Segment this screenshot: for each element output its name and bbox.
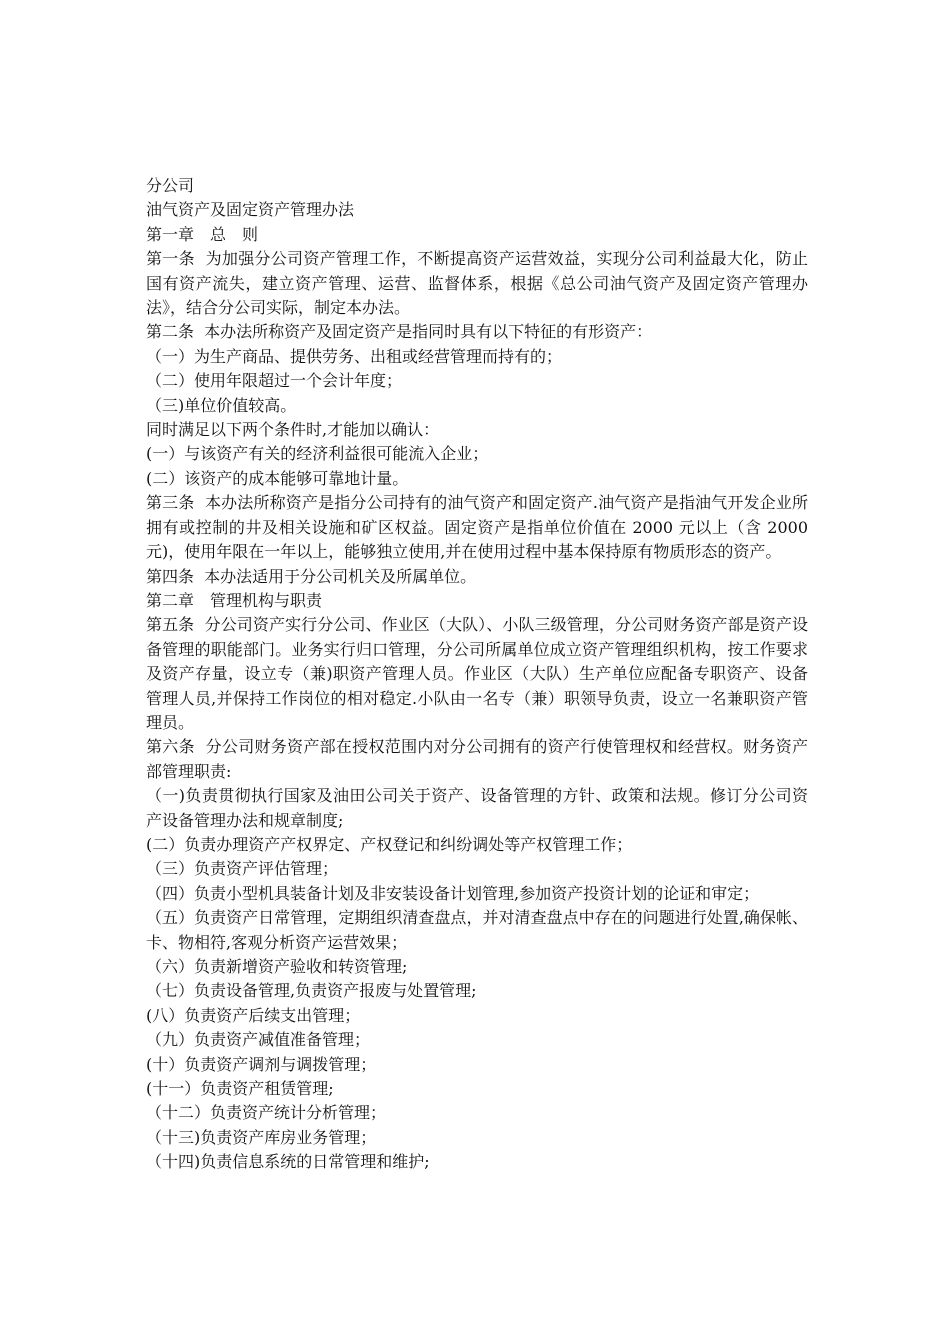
article-2-item-1: （一）为生产商品、提供劳务、出租或经营管理而持有的； — [146, 346, 563, 366]
duty-11: (十一）负责资产租赁管理; — [146, 1079, 334, 1099]
recognition-conditions: 同时满足以下两个条件时,才能加以确认： — [146, 420, 440, 440]
article-2-item-2: （二）使用年限超过一个会计年度； — [146, 371, 403, 391]
article-2-item-3: （三)单位价值较高。 — [146, 395, 297, 415]
article-5: 第五条 分公司资产实行分公司、作业区（大队）、小队三级管理，分公司财务资产部是资产设备管理的职能部门。业务实行归口管理，分公司所属单位成立资产管理组织机构，按工作要求及资产存量，设立专（兼)职资产管理人员。作业区（大队）生产单位应配备专职资产、设备管理人员,并保持工作岗位的相对稳定.小队由一名专（兼）职领导负责，设立一名兼职资产管理员。 — [146, 615, 808, 732]
duty-10: (十）负责资产调剂与调拨管理； — [146, 1054, 377, 1074]
chapter-2-heading: 第二章 管理机构与职责 — [146, 590, 323, 610]
condition-1: (一）与该资产有关的经济利益很可能流入企业； — [146, 444, 489, 464]
duty-2: (二）负责办理资产产权界定、产权登记和纠纷调处等产权管理工作； — [146, 834, 633, 854]
duty-7: （七）负责设备管理,负责资产报废与处置管理; — [146, 981, 477, 1001]
duty-13: （十三)负责资产库房业务管理； — [146, 1127, 377, 1147]
document-body — [146, 174, 814, 1175]
duty-8: (八）负责资产后续支出管理； — [146, 1005, 361, 1025]
duty-14: （十四)负责信息系统的日常管理和维护; — [146, 1152, 430, 1172]
duty-9: （九）负责资产减值准备管理； — [146, 1030, 371, 1050]
document-title: 油气资产及固定资产管理办法 — [146, 200, 355, 220]
duty-6: （六）负责新增资产验收和转资管理; — [146, 957, 408, 976]
article-1: 第一条 为加强分公司资产管理工作，不断提高资产运营效益，实现分公司利益最大化，防止国有资产流失，建立资产管理、运营、监督体系，根据《总公司油气资产及固定资产管理办法》，结合分公司实际，制定本办法。 — [146, 249, 808, 318]
duty-1: （一)负责贯彻执行国家及油田公司关于资产、设备管理的方针、政策和法规。修订分公司资产设备管理办法和规章制度; — [146, 786, 808, 830]
condition-2: (二）该资产的成本能够可靠地计量。 — [146, 468, 409, 488]
duty-4: （四）负责小型机具装备计划及非安装设备计划管理,参加资产投资计划的论证和审定； — [146, 883, 760, 903]
duty-12: （十二）负责资产统计分析管理； — [146, 1103, 387, 1123]
chapter-1-heading: 第一章 总 则 — [146, 224, 259, 244]
article-2: 第二条 本办法所称资产及固定资产是指同时具有以下特征的有形资产： — [146, 322, 653, 342]
article-3: 第三条 本办法所称资产是指分公司持有的油气资产和固定资产.油气资产是指油气开发企业所拥有或控制的井及相关设施和矿区权益。固定资产是指单位价值在 2000 元以上（含 2000 元)，使用年限在一年以上，能够独立使用,并在使用过程中基本保持原有物质形态的资产。 — [146, 493, 814, 562]
article-4: 第四条 本办法适用于分公司机关及所属单位。 — [146, 566, 477, 586]
duty-3: （三）负责资产评估管理； — [146, 859, 339, 879]
company-heading: 分公司 — [146, 176, 195, 195]
article-6: 第六条 分公司财务资产部在授权范围内对分公司拥有的资产行使管理权和经营权。财务资产部管理职责: — [146, 737, 808, 781]
duty-5: （五）负责资产日常管理，定期组织清查盘点，并对清查盘点中存在的问题进行处置,确保帐、卡、物相符,客观分析资产运营效果； — [146, 908, 808, 952]
